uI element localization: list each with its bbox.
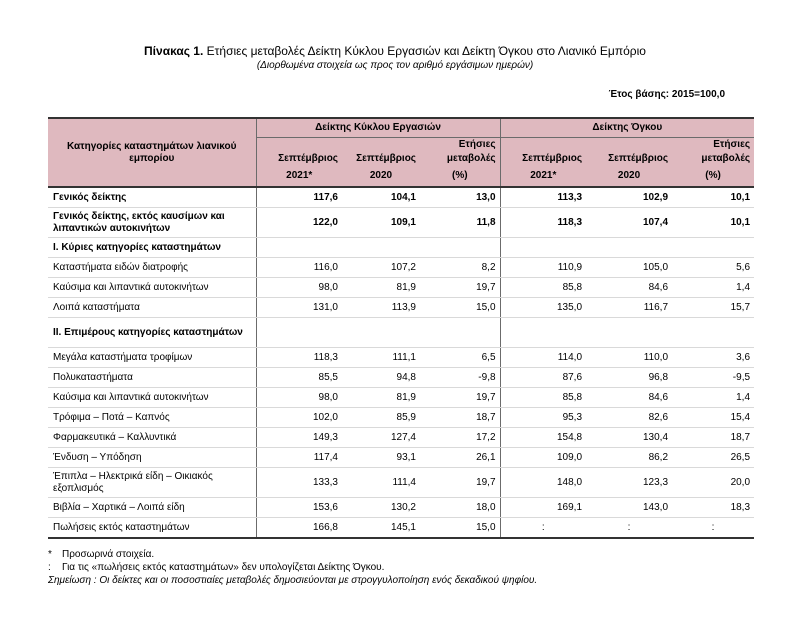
cell-value <box>420 318 500 348</box>
cell-value: 127,4 <box>342 428 420 448</box>
col-header-2020-1: 2020 <box>369 170 393 181</box>
cell-value: 135,0 <box>500 298 586 318</box>
cell-value: 1,4 <box>672 388 754 408</box>
cell-value: 1,4 <box>672 278 754 298</box>
cell-value: 26,1 <box>420 448 500 468</box>
col-header-sep2020-1: Σεπτέμβριος <box>356 153 416 164</box>
cell-value: : <box>672 518 754 539</box>
row-label: Γενικός δείκτης <box>48 187 256 208</box>
row-label: Πωλήσεις εκτός καταστημάτων <box>48 518 256 539</box>
table-row <box>48 408 754 428</box>
cell-value: 145,1 <box>342 518 420 539</box>
footnote-text: Προσωρινά στοιχεία. <box>62 549 155 560</box>
footnote-provisional <box>48 548 537 561</box>
cell-value: 169,1 <box>500 498 586 518</box>
col-header-2021-1: 2021* <box>256 166 342 187</box>
cell-value: 113,9 <box>342 298 420 318</box>
cell-value: 5,6 <box>672 258 754 278</box>
base-year-label: Έτος βάσης: 2015=100,0 <box>608 89 725 100</box>
cell-value: 111,4 <box>342 468 420 498</box>
cell-value: 104,1 <box>342 187 420 208</box>
col-header-pct-1: (%) <box>451 170 468 181</box>
row-label: Μεγάλα καταστήματα τροφίμων <box>48 348 256 368</box>
cell-value: 95,3 <box>500 408 586 428</box>
cell-value: 82,6 <box>586 408 672 428</box>
cell-value: 15,0 <box>420 518 500 539</box>
cell-value: 15,4 <box>672 408 754 428</box>
row-label: Καταστήματα ειδών διατροφής <box>48 258 256 278</box>
footnotes <box>48 548 537 587</box>
cell-value: 153,6 <box>256 498 342 518</box>
category-header: Κατηγορίες καταστημάτων λιανικού εμπορίου <box>67 140 237 164</box>
cell-value: 18,7 <box>420 408 500 428</box>
footnote-text: Για τις «πωλήσεις εκτός καταστημάτων» δεν υπολογίζεται Δείκτης Όγκου. <box>62 562 385 573</box>
table-row <box>48 428 754 448</box>
cell-value: 131,0 <box>256 298 342 318</box>
row-label: Ένδυση – Υπόδηση <box>48 448 256 468</box>
table-row <box>48 448 754 468</box>
table-row <box>48 238 754 258</box>
cell-value: 87,6 <box>500 368 586 388</box>
table-row <box>48 388 754 408</box>
row-label: Καύσιμα και λιπαντικά αυτοκινήτων <box>48 388 256 408</box>
cell-value: 116,0 <box>256 258 342 278</box>
table-row <box>48 278 754 298</box>
cell-value <box>342 318 420 348</box>
cell-value <box>500 318 586 348</box>
row-label: Φαρμακευτικά – Καλλυντικά <box>48 428 256 448</box>
table-row <box>48 468 754 498</box>
page-subtitle: (Διορθωμένα στοιχεία ως προς τον αριθμό εργάσιμων ημερών) <box>256 60 534 71</box>
cell-value: 19,7 <box>420 278 500 298</box>
table-row <box>48 187 754 208</box>
cell-value: 107,4 <box>586 208 672 238</box>
cell-value: 149,3 <box>256 428 342 448</box>
cell-value <box>672 318 754 348</box>
group-header-volume: Δείκτης Όγκου <box>500 118 754 138</box>
cell-value: 130,2 <box>342 498 420 518</box>
col-header-2021-2: 2021* <box>500 166 586 187</box>
cell-value: 109,0 <box>500 448 586 468</box>
table-row <box>48 258 754 278</box>
cell-value <box>256 318 342 348</box>
cell-value: 123,3 <box>586 468 672 498</box>
row-label: Ι. Κύριες κατηγορίες καταστημάτων <box>48 238 256 258</box>
cell-value: 17,2 <box>420 428 500 448</box>
row-label: Έπιπλα – Ηλεκτρικά είδη – Οικιακός εξοπλισμός <box>48 468 256 498</box>
row-label: Πολυκαταστήματα <box>48 368 256 388</box>
cell-value: 85,5 <box>256 368 342 388</box>
col-header-sep2021-1: Σεπτέμβριος <box>256 152 342 166</box>
page-title <box>0 44 790 58</box>
table-row <box>48 498 754 518</box>
row-label: Βιβλία – Χαρτικά – Λοιπά είδη <box>48 498 256 518</box>
cell-value: 13,0 <box>420 187 500 208</box>
cell-value: 81,9 <box>342 388 420 408</box>
cell-value: 143,0 <box>586 498 672 518</box>
title-text: Ετήσιες μεταβολές Δείκτη Κύκλου Εργασιών και Δείκτη Όγκου στο Λιανικό Εμπόριο <box>206 44 646 58</box>
table-number: Πίνακας 1. <box>144 44 204 58</box>
cell-value: 81,9 <box>342 278 420 298</box>
table-row <box>48 368 754 388</box>
cell-value: 118,3 <box>500 208 586 238</box>
cell-value: 26,5 <box>672 448 754 468</box>
cell-value: 11,8 <box>420 208 500 238</box>
table-row <box>48 348 754 368</box>
cell-value: 6,5 <box>420 348 500 368</box>
cell-value <box>256 238 342 258</box>
table-row <box>48 518 754 539</box>
cell-value: 98,0 <box>256 388 342 408</box>
cell-value: 8,2 <box>420 258 500 278</box>
cell-value: 98,0 <box>256 278 342 298</box>
cell-value: 20,0 <box>672 468 754 498</box>
col-header-sep2020-2: Σεπτέμβριος <box>608 153 669 164</box>
col-header-2020-2: 2020 <box>617 170 641 181</box>
cell-value: 19,7 <box>420 468 500 498</box>
cell-value: 86,2 <box>586 448 672 468</box>
footnote-rounding: Σημείωση : Οι δείκτες και οι ποσοστιαίες μεταβολές δημοσιεύονται με στρογγυλοποίηση ενός δεκαδικού ψηφίου. <box>48 575 538 586</box>
cell-value: 84,6 <box>586 278 672 298</box>
cell-value <box>420 238 500 258</box>
col-header-change-2b: μεταβολές <box>701 153 751 164</box>
cell-value: 102,0 <box>256 408 342 428</box>
cell-value: 18,3 <box>672 498 754 518</box>
cell-value: -9,8 <box>420 368 500 388</box>
footnote-no-volume <box>48 561 537 574</box>
cell-value: 10,1 <box>672 187 754 208</box>
cell-value: 133,3 <box>256 468 342 498</box>
cell-value: 18,7 <box>672 428 754 448</box>
cell-value: -9,5 <box>672 368 754 388</box>
cell-value <box>586 318 672 348</box>
cell-value: : <box>500 518 586 539</box>
cell-value: 15,7 <box>672 298 754 318</box>
cell-value: 130,4 <box>586 428 672 448</box>
table-row <box>48 318 754 348</box>
cell-value: 117,4 <box>256 448 342 468</box>
footnote-symbol: * <box>48 549 52 560</box>
footnote-symbol: : <box>48 562 51 573</box>
cell-value: 18,0 <box>420 498 500 518</box>
row-label: ΙΙ. Επιμέρους κατηγορίες καταστημάτων <box>48 318 256 348</box>
table-row <box>48 298 754 318</box>
cell-value: 93,1 <box>342 448 420 468</box>
cell-value: 113,3 <box>500 187 586 208</box>
cell-value: 85,9 <box>342 408 420 428</box>
col-header-change-1b: μεταβολές <box>446 153 496 164</box>
cell-value: 84,6 <box>586 388 672 408</box>
col-header-pct-2: (%) <box>705 170 721 181</box>
cell-value: 19,7 <box>420 388 500 408</box>
row-label: Καύσιμα και λιπαντικά αυτοκινήτων <box>48 278 256 298</box>
cell-value: 154,8 <box>500 428 586 448</box>
data-table <box>48 117 754 539</box>
cell-value: 116,7 <box>586 298 672 318</box>
cell-value: 148,0 <box>500 468 586 498</box>
cell-value: 105,0 <box>586 258 672 278</box>
cell-value: 118,3 <box>256 348 342 368</box>
col-header-sep2021-2: Σεπτέμβριος <box>500 152 586 166</box>
cell-value: 85,8 <box>500 388 586 408</box>
cell-value: 3,6 <box>672 348 754 368</box>
cell-value: 102,9 <box>586 187 672 208</box>
row-label: Γενικός δείκτης, εκτός καυσίμων και λιπαντικών αυτοκινήτων <box>48 208 256 238</box>
cell-value <box>586 238 672 258</box>
cell-value: 10,1 <box>672 208 754 238</box>
row-label: Τρόφιμα – Ποτά – Καπνός <box>48 408 256 428</box>
cell-value: 85,8 <box>500 278 586 298</box>
table-row <box>48 208 754 238</box>
cell-value: 122,0 <box>256 208 342 238</box>
group-header-turnover: Δείκτης Κύκλου Εργασιών <box>256 118 500 138</box>
cell-value: 107,2 <box>342 258 420 278</box>
cell-value: 111,1 <box>342 348 420 368</box>
cell-value: 110,0 <box>586 348 672 368</box>
cell-value <box>500 238 586 258</box>
cell-value <box>342 238 420 258</box>
cell-value: 110,9 <box>500 258 586 278</box>
cell-value: 114,0 <box>500 348 586 368</box>
cell-value: 166,8 <box>256 518 342 539</box>
cell-value: 109,1 <box>342 208 420 238</box>
row-label: Λοιπά καταστήματα <box>48 298 256 318</box>
cell-value: 94,8 <box>342 368 420 388</box>
col-header-change-2: Ετήσιες <box>713 139 751 150</box>
cell-value <box>672 238 754 258</box>
cell-value: 117,6 <box>256 187 342 208</box>
cell-value: : <box>586 518 672 539</box>
cell-value: 96,8 <box>586 368 672 388</box>
col-header-change-1: Ετήσιες <box>458 139 496 150</box>
cell-value: 15,0 <box>420 298 500 318</box>
